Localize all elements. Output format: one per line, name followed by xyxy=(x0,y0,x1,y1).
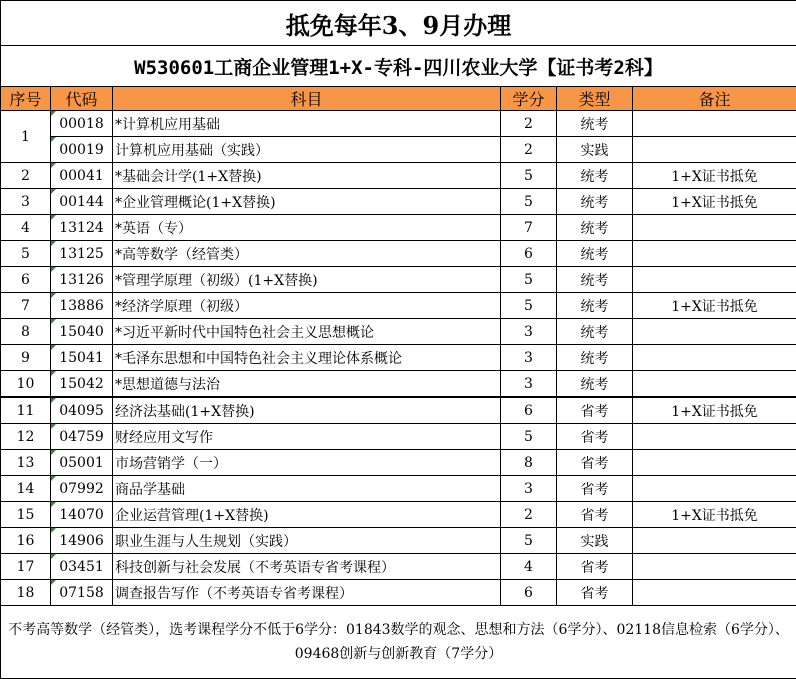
row-note xyxy=(633,137,796,163)
row-seq: 6 xyxy=(1,267,51,293)
row-type: 省考 xyxy=(557,476,633,502)
table-row xyxy=(1,502,796,528)
row-note: 1+X证书抵免 xyxy=(633,397,796,424)
row-seq: 8 xyxy=(1,319,51,345)
row-subject: *英语（专） xyxy=(113,215,501,241)
row-type: 省考 xyxy=(557,554,633,580)
row-type: 省考 xyxy=(557,450,633,476)
table-row xyxy=(1,215,796,241)
row-code: 07158 xyxy=(51,580,113,606)
table-row xyxy=(1,267,796,293)
row-subject: *基础会计学(1+X替换) xyxy=(113,163,501,189)
row-note xyxy=(633,371,796,398)
row-seq: 5 xyxy=(1,241,51,267)
table-row xyxy=(1,163,796,189)
footer-note: 不考高等数学（经管类），选考课程学分不低于6学分：01843数学的观念、思想和方法（6学分）、02118信息检索（6学分）、09468创新与创新教育（7学分） xyxy=(1,606,796,679)
table-row xyxy=(1,345,796,371)
row-note xyxy=(633,345,796,371)
row-seq: 7 xyxy=(1,293,51,319)
table-header xyxy=(1,87,796,111)
row-subject: 调查报告写作（不考英语专省考课程） xyxy=(113,580,501,606)
row-note: 1+X证书抵免 xyxy=(633,502,796,528)
program-subtitle: W530601工商企业管理1+X-专科-四川农业大学【证书考2科】 xyxy=(1,46,796,87)
row-subject: 计算机应用基础（实践） xyxy=(113,137,501,163)
row-seq: 11 xyxy=(1,397,51,424)
row-subject: *高等数学（经管类） xyxy=(113,241,501,267)
row-credit: 3 xyxy=(501,345,557,371)
row-seq: 12 xyxy=(1,424,51,450)
table-row xyxy=(1,371,796,398)
row-note: 1+X证书抵免 xyxy=(633,163,796,189)
row-note xyxy=(633,528,796,554)
row-subject: *计算机应用基础 xyxy=(113,111,501,137)
row-credit: 7 xyxy=(501,215,557,241)
row-code: 04095 xyxy=(51,397,113,424)
row-note xyxy=(633,476,796,502)
table-row xyxy=(1,137,796,163)
table-row xyxy=(1,241,796,267)
row-credit: 5 xyxy=(501,528,557,554)
row-note xyxy=(633,267,796,293)
row-code: 03451 xyxy=(51,554,113,580)
row-credit: 8 xyxy=(501,450,557,476)
row-seq: 1 xyxy=(1,111,51,163)
table-row xyxy=(1,424,796,450)
table-row xyxy=(1,319,796,345)
row-subject: 科技创新与社会发展（不考英语专省考课程） xyxy=(113,554,501,580)
row-code: 15040 xyxy=(51,319,113,345)
table-body xyxy=(1,111,796,606)
row-code: 13124 xyxy=(51,215,113,241)
row-seq: 13 xyxy=(1,450,51,476)
row-credit: 2 xyxy=(501,137,557,163)
row-type: 省考 xyxy=(557,424,633,450)
row-type: 省考 xyxy=(557,580,633,606)
row-note xyxy=(633,450,796,476)
row-code: 04759 xyxy=(51,424,113,450)
header-type: 类型 xyxy=(557,87,633,111)
row-credit: 6 xyxy=(501,397,557,424)
row-subject: *经济学原理（初级） xyxy=(113,293,501,319)
row-credit: 5 xyxy=(501,293,557,319)
row-note: 1+X证书抵免 xyxy=(633,189,796,215)
row-credit: 5 xyxy=(501,189,557,215)
row-note: 1+X证书抵免 xyxy=(633,293,796,319)
row-code: 14906 xyxy=(51,528,113,554)
header-seq: 序号 xyxy=(1,87,51,111)
row-seq: 4 xyxy=(1,215,51,241)
row-seq: 16 xyxy=(1,528,51,554)
row-subject: *管理学原理（初级）(1+X替换) xyxy=(113,267,501,293)
row-seq: 9 xyxy=(1,345,51,371)
row-seq: 3 xyxy=(1,189,51,215)
row-code: 07992 xyxy=(51,476,113,502)
row-subject: *习近平新时代中国特色社会主义思想概论 xyxy=(113,319,501,345)
row-note xyxy=(633,241,796,267)
row-seq: 2 xyxy=(1,163,51,189)
row-type: 统考 xyxy=(557,267,633,293)
header-code: 代码 xyxy=(51,87,113,111)
row-type: 实践 xyxy=(557,137,633,163)
table-row xyxy=(1,580,796,606)
row-subject: 职业生涯与人生规划（实践） xyxy=(113,528,501,554)
row-type: 统考 xyxy=(557,215,633,241)
row-note xyxy=(633,424,796,450)
row-code: 00018 xyxy=(51,111,113,137)
row-seq: 14 xyxy=(1,476,51,502)
header-credit: 学分 xyxy=(501,87,557,111)
row-seq: 15 xyxy=(1,502,51,528)
row-note xyxy=(633,111,796,137)
row-credit: 2 xyxy=(501,502,557,528)
row-subject: 企业运营管理(1+X替换) xyxy=(113,502,501,528)
row-subject: 经济法基础(1+X替换) xyxy=(113,397,501,424)
row-type: 省考 xyxy=(557,397,633,424)
row-credit: 5 xyxy=(501,424,557,450)
row-code: 00041 xyxy=(51,163,113,189)
row-code: 13126 xyxy=(51,267,113,293)
row-subject: *企业管理概论(1+X替换) xyxy=(113,189,501,215)
row-code: 14070 xyxy=(51,502,113,528)
row-type: 统考 xyxy=(557,345,633,371)
row-subject: 商品学基础 xyxy=(113,476,501,502)
row-credit: 4 xyxy=(501,554,557,580)
row-seq: 18 xyxy=(1,580,51,606)
table-row xyxy=(1,450,796,476)
row-type: 统考 xyxy=(557,319,633,345)
table-row xyxy=(1,111,796,137)
row-code: 15042 xyxy=(51,371,113,398)
row-subject: 财经应用文写作 xyxy=(113,424,501,450)
row-type: 统考 xyxy=(557,293,633,319)
row-credit: 6 xyxy=(501,241,557,267)
table-row xyxy=(1,528,796,554)
row-credit: 6 xyxy=(501,580,557,606)
row-type: 实践 xyxy=(557,528,633,554)
row-note xyxy=(633,319,796,345)
row-credit: 5 xyxy=(501,267,557,293)
row-seq: 10 xyxy=(1,371,51,398)
row-type: 统考 xyxy=(557,241,633,267)
row-subject: *毛泽东思想和中国特色社会主义理论体系概论 xyxy=(113,345,501,371)
row-credit: 2 xyxy=(501,111,557,137)
row-code: 00144 xyxy=(51,189,113,215)
row-subject: *思想道德与法治 xyxy=(113,371,501,398)
row-code: 15041 xyxy=(51,345,113,371)
row-credit: 5 xyxy=(501,163,557,189)
row-note xyxy=(633,215,796,241)
row-note xyxy=(633,580,796,606)
row-code: 00019 xyxy=(51,137,113,163)
row-type: 省考 xyxy=(557,502,633,528)
table-row xyxy=(1,554,796,580)
row-type: 统考 xyxy=(557,189,633,215)
header-note: 备注 xyxy=(633,87,796,111)
row-type: 统考 xyxy=(557,111,633,137)
row-type: 统考 xyxy=(557,371,633,398)
row-credit: 3 xyxy=(501,319,557,345)
row-seq: 17 xyxy=(1,554,51,580)
row-credit: 3 xyxy=(501,371,557,398)
row-type: 统考 xyxy=(557,163,633,189)
row-credit: 3 xyxy=(501,476,557,502)
table-row xyxy=(1,293,796,319)
header-subject: 科目 xyxy=(113,87,501,111)
row-code: 05001 xyxy=(51,450,113,476)
page-title: 抵免每年3、9月办理 xyxy=(1,1,796,46)
row-code: 13125 xyxy=(51,241,113,267)
table-row xyxy=(1,397,796,424)
table-row xyxy=(1,189,796,215)
row-subject: 市场营销学（一） xyxy=(113,450,501,476)
row-note xyxy=(633,554,796,580)
table-row xyxy=(1,476,796,502)
row-code: 13886 xyxy=(51,293,113,319)
